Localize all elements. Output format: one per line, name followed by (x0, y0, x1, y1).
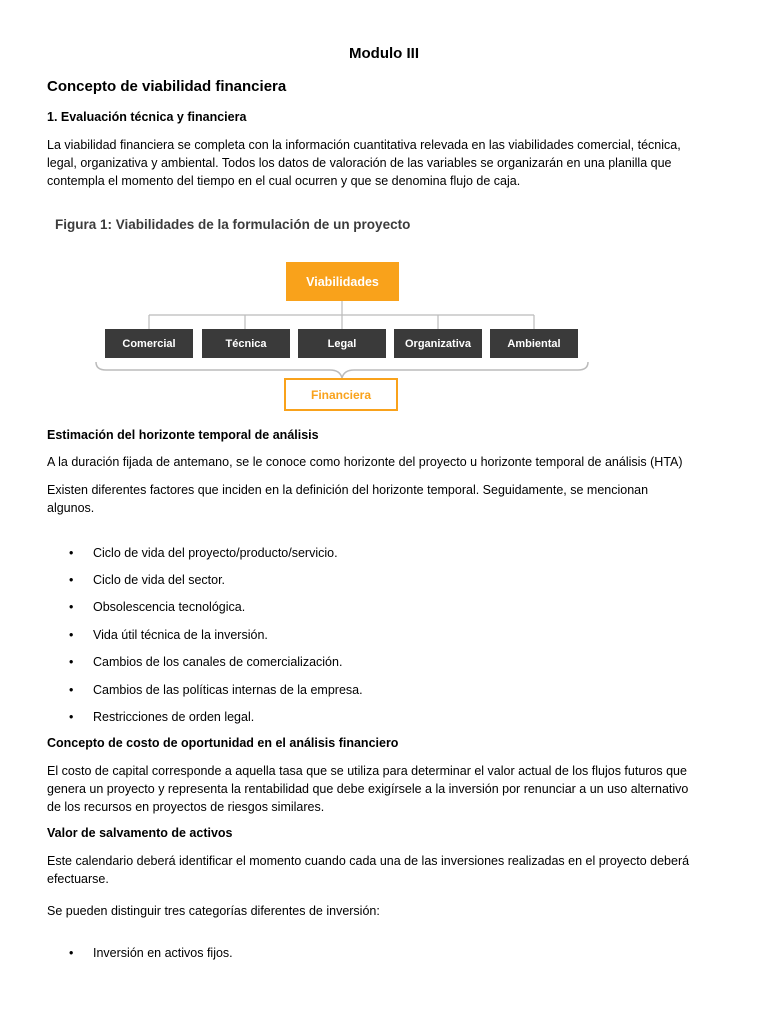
heading-valor-salvamento: Valor de salvamento de activos (47, 826, 233, 840)
text-line: A la duración fijada de antemano, se le conoce como horizonte del proyecto u horizonte temporal de análisis (HTA) (47, 455, 683, 469)
subsection-heading: 1. Evaluación técnica y financiera (47, 110, 247, 124)
bullet-symbol: • (69, 628, 74, 642)
text-line: Este calendario deberá identificar el momento cuando cada una de las inversiones realizadas en el proyecto deberá (47, 854, 690, 868)
bullet-symbol: • (69, 655, 74, 669)
paragraph-categorias (47, 902, 737, 920)
box-organizativa: Organizativa (394, 329, 482, 358)
text-line: Existen diferentes factores que inciden en la definición del horizonte temporal. Seguidamente, se mencionan (47, 483, 649, 497)
text-line: El costo de capital corresponde a aquella tasa que se utiliza para determinar el valor actual de los flujos futuros que (47, 764, 687, 778)
box-financiera: Financiera (284, 378, 398, 411)
document-page: Modulo III Concepto de viabilidad financiera 1. Evaluación técnica y financiera La viabilidad financiera se completa con la información cuantitativa relevada en las viabilidades comercial, técnica, legal, organizativa y ambiental. Todos los datos de valoración de las variables se organizarán en una planilla que contempla el momento del tiempo en el cual ocurren y que se denomina flujo de caja. Figura 1: Viabilidades de la formulación de un proyecto Viabilidades Comercial Técnica Legal Organizativa Ambiental Financiera Estimación del horizonte temporal de análisis A la duración fijada de antemano, se le conoce como horizonte del proyecto u horizonte temporal de análisis (HTA) Existen diferentes factores que inciden en la definición del horizonte temporal. Seguidamente, se mencionan algunos. • Ciclo de vida del proyecto/producto/servicio. • Ciclo de vida del sector. • Obsolescencia tecnológica. • Vida útil técnica de la inversión. • Cambios de los canales de comercialización. • Cambios de las políticas internas de la empresa. • Restricciones de orden legal. Concepto de costo de oportunidad en el análisis financiero El costo de capital corresponde a aquella tasa que se utiliza para determinar el valor actual de los flujos futuros que genera un proyecto y representa la rentabilidad que debe exigírsele a la inversión por renunciar a un uso alternativo de los recursos en proyectos de riesgos similares. Valor de salvamento de activos Este calendario deberá identificar el momento cuando cada una de las inversiones realizadas en el proyecto deberá efectuarse. Se pueden distinguir tres categorías diferentes de inversión: • Inversión en activos fijos. (0, 0, 768, 1024)
bullet-symbol: • (69, 546, 74, 560)
paragraph-calendario (47, 852, 737, 888)
box-comercial: Comercial (105, 329, 193, 358)
section-heading: Concepto de viabilidad financiera (47, 78, 287, 95)
heading-horizonte: Estimación del horizonte temporal de análisis (47, 428, 319, 442)
document-title: Modulo III (349, 45, 419, 62)
text-line: algunos. (47, 501, 95, 515)
bullet-symbol: • (69, 710, 74, 724)
bullet-symbol: • (69, 683, 74, 697)
paragraph-factores (47, 481, 737, 517)
box-viabilidades: Viabilidades (286, 262, 399, 301)
text-line: contempla el momento del tiempo en el cual ocurren y que se denomina flujo de caja. (47, 174, 521, 188)
text-line: efectuarse. (47, 872, 109, 886)
box-ambiental: Ambiental (490, 329, 578, 358)
bullet-symbol: • (69, 573, 74, 587)
heading-costo-oportunidad: Concepto de costo de oportunidad en el análisis financiero (47, 736, 399, 750)
box-legal: Legal (298, 329, 386, 358)
text-line: de los recursos en proyectos de riesgos similares. (47, 800, 325, 814)
bullet-symbol: • (69, 600, 74, 614)
paragraph-hta (47, 453, 737, 471)
bullet-symbol: • (69, 946, 74, 960)
text-line: legal, organizativa y ambiental. Todos los datos de valoración de las variables se organizarán en una planilla que (47, 156, 672, 170)
text-line: La viabilidad financiera se completa con la información cuantitativa relevada en las viabilidades comercial, técnica, (47, 138, 681, 152)
figure-title: Figura 1: Viabilidades de la formulación de un proyecto (55, 217, 411, 232)
text-line: Se pueden distinguir tres categorías diferentes de inversión: (47, 904, 380, 918)
text-line: genera un proyecto y representa la rentabilidad que debe exigírsele a la inversión por renunciar a un uso alternativo (47, 782, 689, 796)
box-tecnica: Técnica (202, 329, 290, 358)
paragraph-costo-capital (47, 762, 737, 816)
